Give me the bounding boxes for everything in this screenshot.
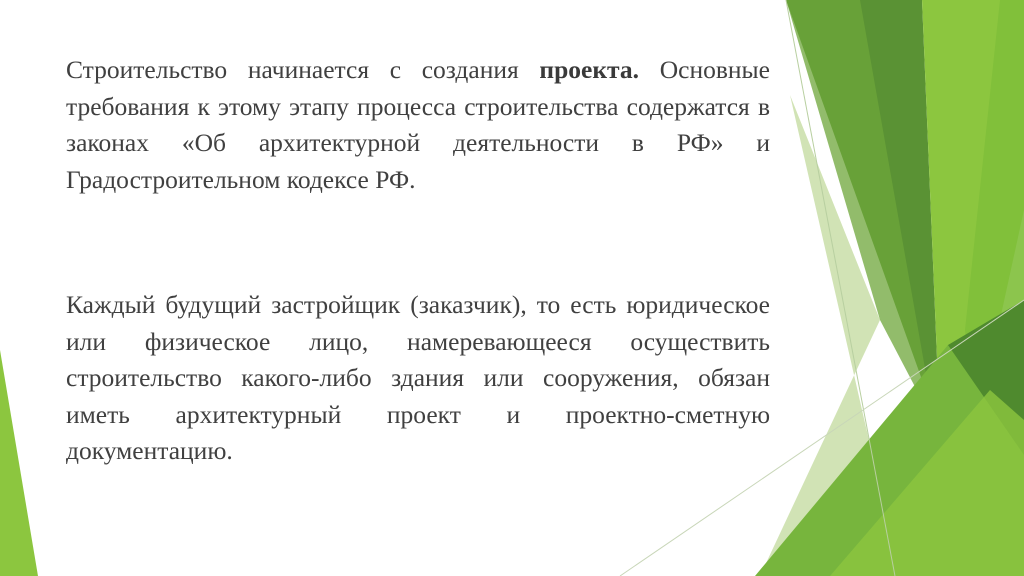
paragraph-1-bold: проекта. bbox=[539, 55, 640, 84]
paragraph-2: Каждый будущий застройщик (заказчик), то есть юридическое или физическое лицо, намеревающееся осуществить строительство какого-либо здания или сооружения, обязан иметь архитектурный проект и проектно-сметную документацию. bbox=[66, 290, 770, 465]
paragraph-1-rest: Основные требования к этому этапу процесса строительства содержатся в законах «Об архитектурной деятельности в РФ» и Градостроительном кодексе РФ. bbox=[66, 55, 770, 194]
paragraph-1 bbox=[66, 52, 770, 198]
left-edge-triangle bbox=[0, 350, 38, 576]
paragraph-1-intro: Строительство начинается с создания bbox=[66, 55, 540, 84]
